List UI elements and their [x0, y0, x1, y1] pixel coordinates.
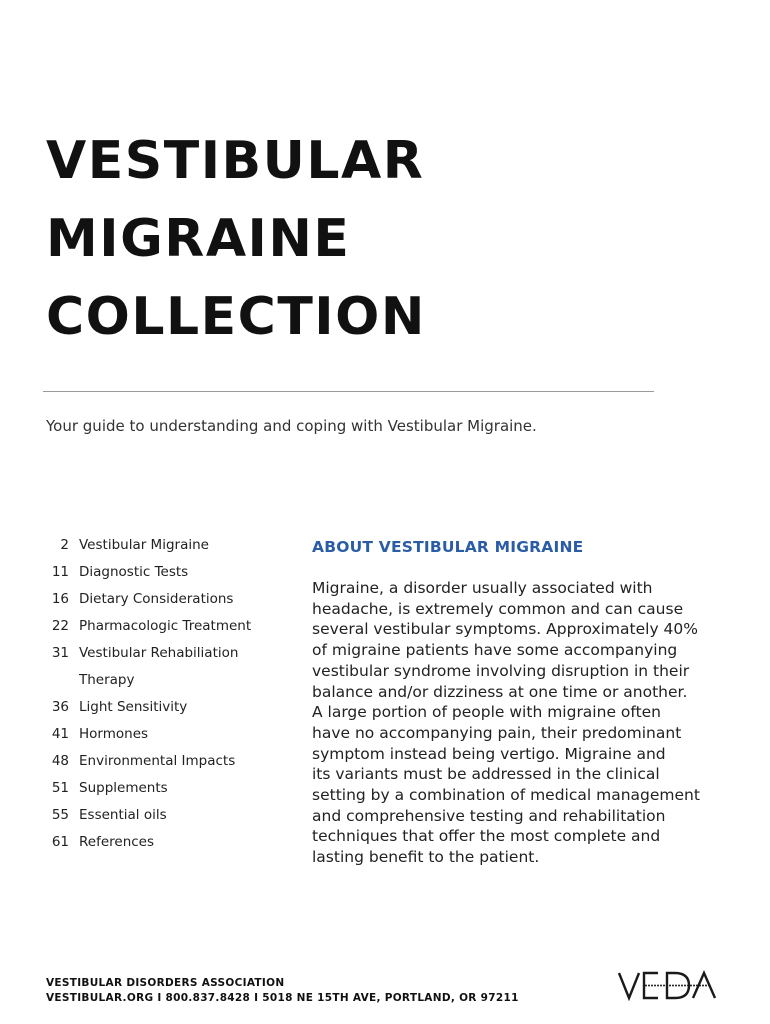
- toc-entry: [40, 802, 300, 829]
- about-line: vestibular syndrome involving disruption in their: [312, 661, 690, 680]
- toc-label: Pharmacologic Treatment: [79, 618, 252, 634]
- toc-entry: [40, 721, 300, 748]
- toc-entry: [40, 694, 300, 721]
- toc-label: Environmental Impacts: [79, 753, 236, 769]
- toc-page: 61: [51, 834, 69, 850]
- toc-entry: [40, 667, 300, 694]
- subtitle: Your guide to understanding and coping with Vestibular Migraine.: [46, 417, 537, 435]
- footer: [46, 976, 519, 1006]
- toc-label: Essential oils: [79, 807, 167, 823]
- toc-page: 31: [51, 645, 69, 661]
- toc-entry: [40, 748, 300, 775]
- about-line: balance and/or dizziness at one time or another.: [312, 682, 688, 701]
- toc-label: Supplements: [79, 780, 168, 796]
- toc-entry: [40, 532, 300, 559]
- about-line: A large portion of people with migraine often: [312, 703, 662, 722]
- toc-page: 22: [51, 618, 69, 634]
- toc-label: Vestibular Migraine: [79, 537, 209, 553]
- about-line: several vestibular symptoms. Approximately 40%: [312, 620, 699, 639]
- about-line: and comprehensive testing and rehabilitation: [312, 806, 666, 825]
- about-line: symptom instead being vertigo. Migraine and: [312, 744, 666, 763]
- toc-page: 48: [51, 753, 69, 769]
- toc-label: Light Sensitivity: [79, 699, 188, 715]
- toc-entry: [40, 613, 300, 640]
- about-line: headache, is extremely common and can cause: [312, 599, 684, 618]
- about-body: [312, 578, 712, 868]
- about-line: Migraine, a disorder usually associated with: [312, 579, 653, 597]
- toc-label: Vestibular Rehabiliation: [79, 645, 239, 661]
- title-line: COLLECTION: [46, 287, 426, 347]
- about-line: its variants must be addressed in the clinical: [312, 765, 660, 784]
- toc-label: Therapy: [79, 672, 135, 688]
- toc-entry: [40, 586, 300, 613]
- toc-entry: [40, 640, 300, 667]
- about-line: setting by a combination of medical management: [312, 786, 700, 805]
- about-line: have no accompanying pain, their predominant: [312, 723, 682, 742]
- footer-contact: VESTIBULAR.ORG I 800.837.8428 I 5018 NE 15TH AVE, PORTLAND, OR 97211: [46, 992, 519, 1004]
- toc-page: [40, 667, 69, 694]
- divider: [43, 391, 654, 392]
- toc-entry: [40, 829, 300, 856]
- toc-entry: [40, 775, 300, 802]
- toc-label: Dietary Considerations: [79, 591, 234, 607]
- toc-page: 51: [51, 780, 69, 796]
- toc-page: 36: [51, 699, 69, 715]
- toc-label: References: [79, 834, 155, 850]
- toc-entry: [40, 559, 300, 586]
- toc-page: 2: [60, 537, 69, 553]
- about-line: lasting benefit to the patient.: [312, 848, 540, 867]
- title-line: MIGRAINE: [46, 209, 351, 269]
- toc-label: Diagnostic Tests: [79, 564, 189, 580]
- toc-page: 16: [51, 591, 69, 607]
- toc-page: 55: [51, 807, 69, 823]
- veda-logo-icon: [617, 966, 717, 1006]
- about-line: of migraine patients have some accompanying: [312, 641, 678, 660]
- table-of-contents: [40, 532, 300, 856]
- toc-page: 41: [51, 726, 69, 742]
- title-line: VESTIBULAR: [46, 131, 425, 191]
- toc-label: Hormones: [79, 726, 149, 742]
- about-heading: ABOUT VESTIBULAR MIGRAINE: [312, 538, 584, 556]
- toc-page: 11: [51, 564, 69, 580]
- page-title: [46, 122, 426, 356]
- about-line: techniques that offer the most complete and: [312, 827, 661, 846]
- footer-org: VESTIBULAR DISORDERS ASSOCIATION: [46, 977, 285, 989]
